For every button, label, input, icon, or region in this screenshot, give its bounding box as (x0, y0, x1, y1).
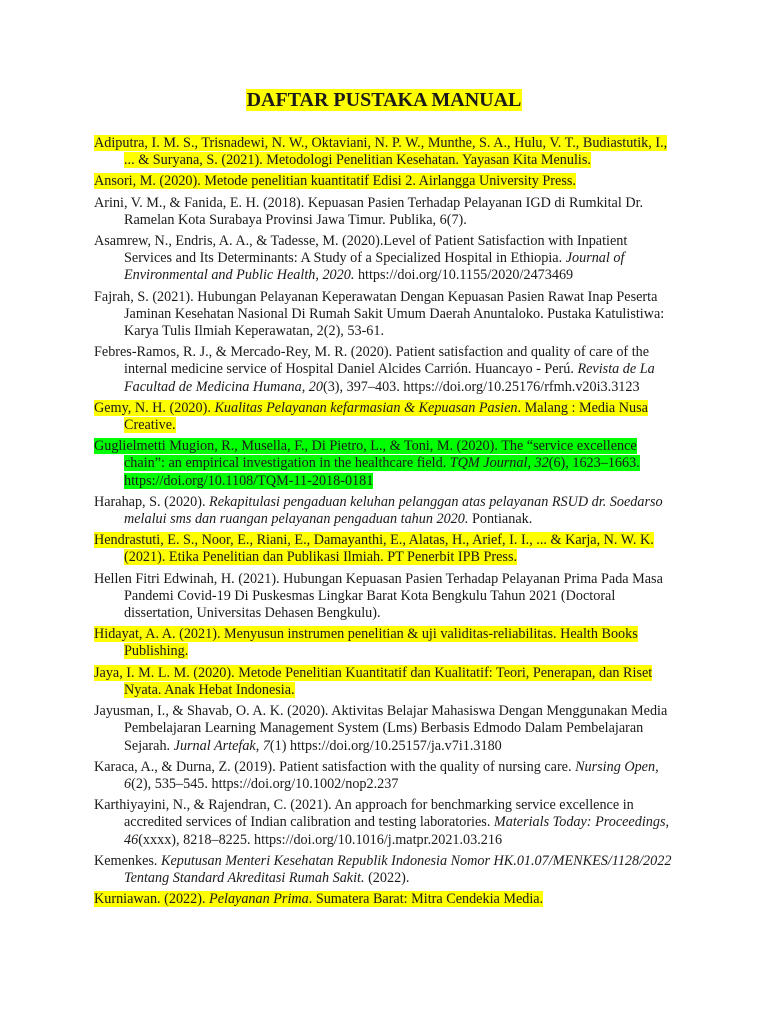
reference-text: Jaya, I. M. L. M. (2020). Metode Penelitian Kuantitatif dan Kualitatif: Teori, Penerapan, dan Riset Nyata. Anak Hebat Indonesia. (94, 664, 653, 698)
reference-text: Rekapitulasi pengaduan keluhan pelanggan atas pelayanan RSUD dr. Soedarso melalui sms dan ruangan pelayanan pengaduan tahun 2020. (124, 493, 663, 528)
reference-text: Pelayanan Prima (209, 891, 309, 908)
reference-text: Adiputra, I. M. S., Trisnadewi, N. W., Oktaviani, N. P. W., Munthe, S. A., Hulu, V. T., Budiastutik, I., ... & Suryana, S. (2021). Metodologi Penelitian Kesehatan. Yayasan Kita Menulis. (94, 135, 668, 169)
reference-entry (94, 797, 678, 849)
reference-text: . Malang : Media Nusa Creative. (124, 399, 648, 434)
reference-text: Nursing Open (575, 758, 656, 775)
page-title (0, 88, 768, 114)
reference-text: Keputusan Menteri Kesehatan Republik Indonesia Nomor HK.01.07/MENKES/1128/2022 Tentang Standard Akreditasi Rumah Sakit. (124, 852, 672, 886)
reference-text: Hellen Fitri Edwinah, H. (2021). Hubungan Kepuasan Pasien Terhadap Pelayanan Prima Pada Masa Pandemi Covid-19 Di Puskesmas Lingkar Barat Kota Bengkulu Tahun 2021 (Doctoral dissertation, Universitas Dehasen Bengkulu). (94, 570, 663, 622)
reference-text: (2), 535–545. https://doi.org/10.1002/nop2.237 (131, 775, 399, 792)
reference-text: Hendrastuti, E. S., Noor, E., Riani, E., Damayanthi, E., Alatas, H., Arief, I. I., ... & Karja, N. W. K. (2021). Etika Penelitian dan Publikasi Ilmiah. PT Penerbit IPB Press. (94, 532, 654, 566)
reference-entry (94, 891, 678, 908)
reference-text: Karthiyayini, N., & Rajendran, C. (2021). An approach for benchmarking service excellence in accredited services of Indian calibration and testing laboratories. (94, 797, 634, 831)
reference-text: Pontianak. (468, 511, 533, 528)
reference-entry (94, 571, 678, 623)
reference-text: (2022). (364, 869, 410, 886)
reference-entry (94, 289, 678, 341)
reference-text: Ansori, M. (2020). Metode penelitian kuantitatif Edisi 2. Airlangga University Press. (94, 173, 576, 190)
reference-text: , (665, 814, 670, 831)
reference-entry (94, 759, 678, 793)
reference-text: Arini, V. M., & Fanida, E. H. (2018). Kepuasan Pasien Terhadap Pelayanan IGD di Rumkital Dr. Ramelan Kota Surabaya Provinsi Jawa Timur. Publika, 6(7). (94, 194, 644, 228)
reference-text: Hidayat, A. A. (2021). Menyusun instrumen penelitian & uji validitas-reliabilitas. Health Books Publishing. (94, 626, 638, 660)
reference-text: . Sumatera Barat: Mitra Cendekia Media. (308, 891, 544, 908)
reference-entry (94, 173, 678, 190)
reference-text: (xxxx), 8218–8225. https://doi.org/10.1016/j.matpr.2021.03.216 (138, 831, 503, 848)
reference-entry (94, 853, 678, 887)
reference-entry (94, 233, 678, 285)
reference-entry (94, 195, 678, 229)
reference-text: Journal of Environmental and Public Health, 2020. (124, 250, 625, 284)
reference-text: 7 (262, 737, 270, 754)
reference-text: (1) https://doi.org/10.25157/ja.v7i1.3180 (269, 737, 502, 754)
reference-text: TQM Journal (449, 455, 528, 472)
reference-text: Febres-Ramos, R. J., & Mercado-Rey, M. R. (2020). Patient satisfaction and quality of care of the internal medicine service of Hospital Daniel Alcides Carrión. Huancayo - Perú. (94, 344, 650, 378)
reference-text: Kemenkes. (94, 852, 161, 869)
reference-text: Materials Today: Proceedings (493, 814, 666, 831)
reference-text: 46 (124, 831, 139, 848)
reference-text: Karaca, A., & Durna, Z. (2019). Patient satisfaction with the quality of nursing care. (94, 758, 576, 775)
reference-entry (94, 703, 678, 755)
page-title-text: DAFTAR PUSTAKA MANUAL (246, 89, 522, 111)
reference-text: https://doi.org/10.1155/2020/2473469 (354, 267, 574, 284)
reference-list (94, 135, 678, 912)
reference-text: (3), 397–403. https://doi.org/10.25176/rfmh.v20i3.3123 (322, 378, 640, 395)
reference-text: , (527, 455, 535, 472)
reference-entry (94, 626, 678, 660)
reference-entry (94, 344, 678, 396)
reference-text: Jayusman, I., & Shavab, O. A. K. (2020). Aktivitas Belajar Mahasiswa Dengan Menggunakan Media Pembelajaran Learning Management System (Lms) Berbasis Edmodo Dalam Pembelajaran Sejarah. (94, 703, 668, 754)
reference-text: Jurnal Artefak (173, 737, 256, 754)
reference-text: (6), 1623–1663. https://doi.org/10.1108/TQM-11-2018-0181 (124, 455, 640, 489)
reference-text: Gemy, N. H. (2020). (94, 399, 215, 416)
reference-text: Guglielmetti Mugion, R., Musella, F., Di Pietro, L., & Toni, M. (2020). The “service excellence chain”: an empirical investigation in the healthcare field. (94, 438, 637, 472)
reference-text: , (655, 758, 659, 775)
reference-entry (94, 494, 678, 528)
reference-text: 20 (308, 378, 323, 395)
reference-entry (94, 665, 678, 699)
reference-text: Fajrah, S. (2021). Hubungan Pelayanan Keperawatan Dengan Kepuasan Pasien Rawat Inap Peserta Jaminan Kesehatan Nasional Di Rumah Sakit Umum Daerah Anuntaloko. Pustaka Katulistiwa: Karya Tulis Ilmiah Keperawatan, 2(2), 53-61. (94, 288, 665, 340)
reference-text: Asamrew, N., Endris, A. A., & Tadesse, M. (2020).Level of Patient Satisfaction with Inpatient Services and Its Determinants: A Study of a Specialized Hospital in Ethiopia. (94, 233, 628, 267)
reference-entry (94, 135, 678, 169)
reference-entry (94, 400, 678, 434)
reference-text: 32 (534, 455, 549, 472)
reference-text: Revista de La Facultad de Medicina Humana (124, 361, 655, 395)
reference-entry (94, 438, 678, 490)
reference-entry (94, 532, 678, 566)
reference-text: , (301, 378, 309, 395)
reference-text: Harahap, S. (2020). (94, 493, 210, 510)
reference-text: Kualitas Pelayanan kefarmasian & Kepuasan Pasien (214, 399, 518, 416)
reference-text: Kurniawan. (2022). (94, 891, 210, 908)
reference-text: , (255, 737, 263, 754)
reference-text: 6 (124, 775, 132, 792)
